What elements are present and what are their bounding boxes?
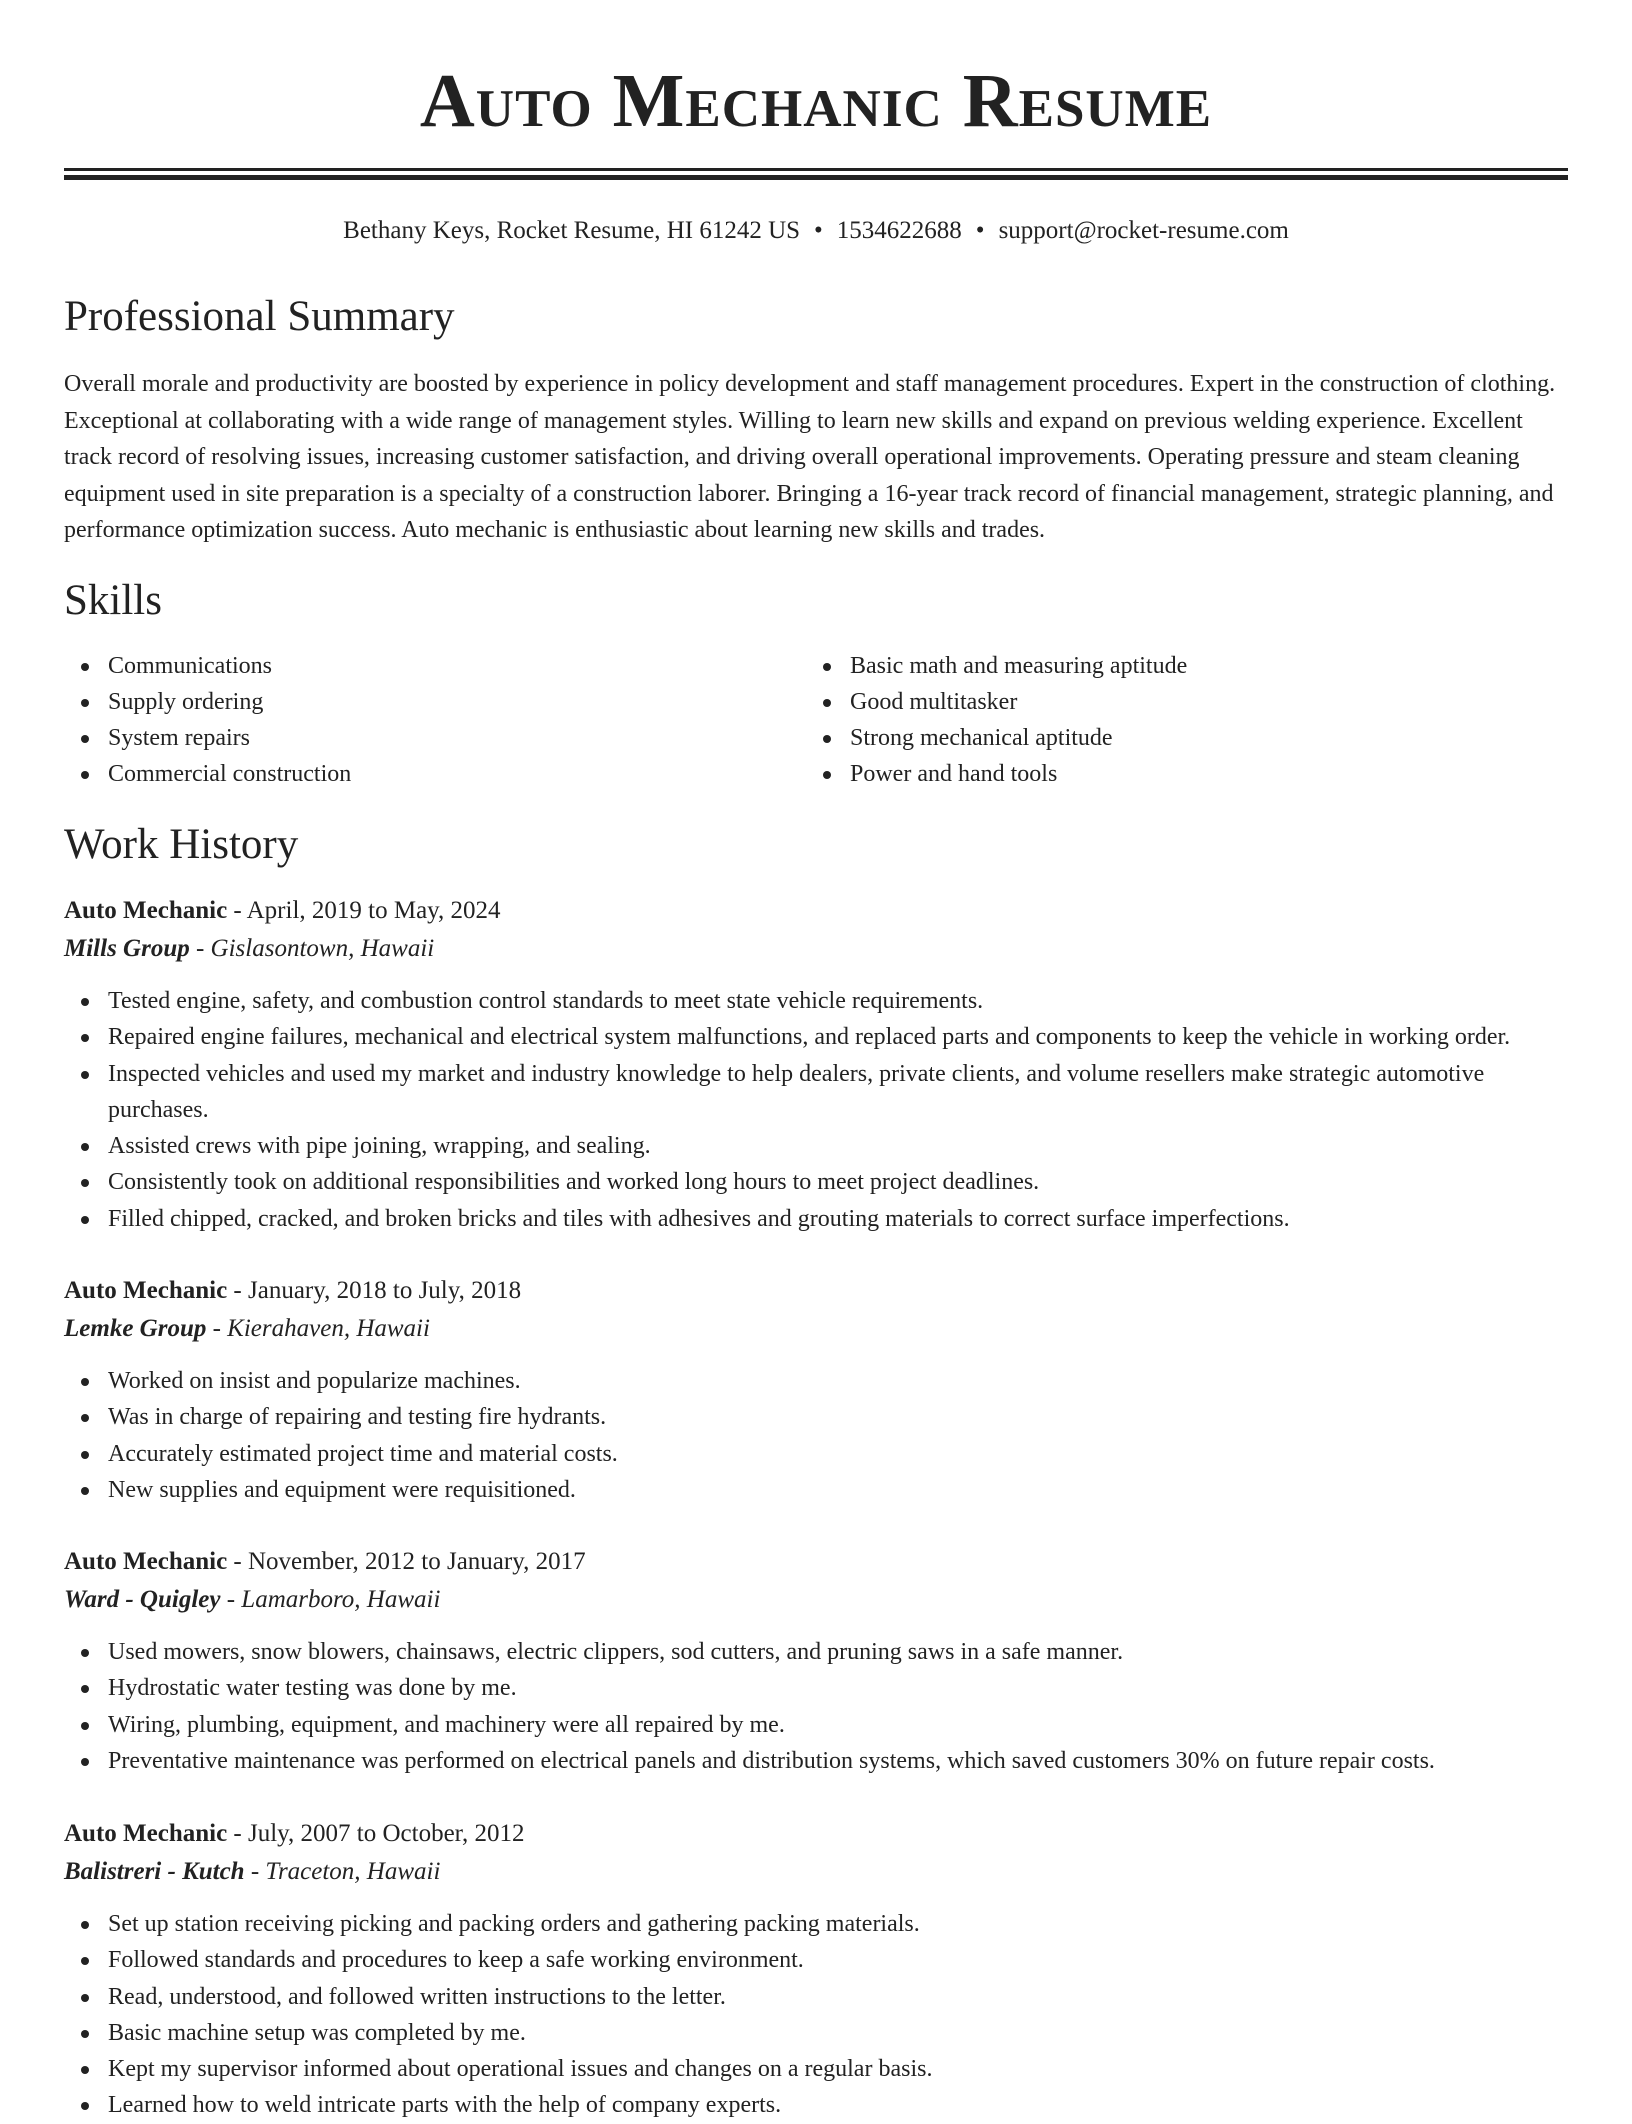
job-duties-list [64,1634,1568,1779]
job-company: Ward - Quigley [64,1586,221,1613]
job-duty: Worked on insist and popularize machines. [64,1363,1568,1399]
skills-list-right [806,648,1506,792]
job-dates: - January, 2018 to July, 2018 [227,1277,522,1304]
title-divider-thick [64,175,1568,180]
job-location: - Lamarboro, Hawaii [220,1586,441,1613]
skill-item: Strong mechanical aptitude [806,720,1506,756]
job-duties-list [64,983,1568,1237]
skill-item: Supply ordering [64,684,764,720]
job-duty: New supplies and equipment were requisitioned. [64,1472,1568,1508]
job-duty: Inspected vehicles and used my market and industry knowledge to help dealers, private clients, and volume resellers make strategic automotive purchases. [64,1056,1568,1129]
job-dates: - July, 2007 to October, 2012 [227,1820,525,1847]
job-duty: Used mowers, snow blowers, chainsaws, electric clippers, sod cutters, and pruning saws in a safe manner. [64,1634,1568,1670]
job-duty: Set up station receiving picking and packing orders and gathering packing materials. [64,1906,1568,1942]
job-role: Auto Mechanic [64,897,228,924]
job-duty: Tested engine, safety, and combustion control standards to meet state vehicle requirements. [64,983,1568,1019]
job-role: Auto Mechanic [64,1277,228,1304]
contact-phone: 1534622688 [836,217,962,244]
skill-item: Commercial construction [64,756,764,792]
job-company-line [64,931,1568,983]
contact-separator: • [975,217,985,244]
skills-heading: Skills [64,577,162,624]
job-duty: Assisted crews with pipe joining, wrapping, and sealing. [64,1128,1568,1164]
job-duty: Followed standards and procedures to keep a safe working environment. [64,1942,1568,1978]
job-company-line [64,1582,1568,1634]
job-role: Auto Mechanic [64,1820,228,1847]
job-duty: Basic machine setup was completed by me. [64,2015,1568,2051]
job-duty: Filled chipped, cracked, and broken bricks and tiles with adhesives and grouting materials to correct surface imperfections. [64,1201,1568,1237]
job-entry [64,1816,1568,2124]
job-duty: Kept my supervisor informed about operational issues and changes on a regular basis. [64,2051,1568,2087]
job-company-line [64,1854,1568,1906]
work-history-heading: Work History [64,821,299,868]
job-title-line [64,1544,1568,1582]
contact-line [64,214,1568,248]
job-location: - Gislasontown, Hawaii [189,935,435,962]
resume-title: Auto Mechanic Resume [419,59,1213,143]
job-duty: Wiring, plumbing, equipment, and machinery were all repaired by me. [64,1707,1568,1743]
job-location: - Kierahaven, Hawaii [206,1315,430,1342]
job-company: Lemke Group [64,1315,207,1342]
contact-address: Bethany Keys, Rocket Resume, HI 61242 US [343,217,801,244]
contact-separator: • [814,217,823,244]
job-entry [64,1544,1568,1779]
skill-item: Good multitasker [806,684,1506,720]
job-company: Balistreri - Kutch [64,1858,245,1885]
job-title-line [64,1816,1568,1854]
resume-page [64,0,1568,2119]
job-location: - Traceton, Hawaii [244,1858,441,1885]
summary-heading: Professional Summary [64,293,455,340]
skill-item: Basic math and measuring aptitude [806,648,1506,684]
skill-item: Communications [64,648,764,684]
job-company-line [64,1311,1568,1363]
job-duty: Preventative maintenance was performed on electrical panels and distribution systems, which saved customers 30% on future repair costs. [64,1743,1568,1779]
contact-email: support@rocket-resume.com [998,217,1289,244]
job-duty: Consistently took on additional responsibilities and worked long hours to meet project deadlines. [64,1164,1568,1200]
job-duty: Repaired engine failures, mechanical and electrical system malfunctions, and replaced parts and components to keep the vehicle in working order. [64,1019,1568,1055]
title-divider-thin [64,168,1568,171]
job-dates: - April, 2019 to May, 2024 [227,897,501,924]
skill-item: System repairs [64,720,764,756]
job-company: Mills Group [64,935,190,962]
job-duties-list [64,1363,1568,1508]
job-title-line [64,1273,1568,1311]
job-duties-list [64,1906,1568,2124]
job-dates: - November, 2012 to January, 2017 [227,1548,586,1575]
job-title-line [64,893,1568,931]
summary-text: Overall morale and productivity are boosted by experience in policy development and staff management procedures. Expert in the construction of clothing. Exceptional at collaborating with a wide range of management styles. Willing to learn new skills and expand on previous welding experience. Excellent track record of resolving issues, increasing customer satisfaction, and driving overall operational improvements. Operating pressure and steam cleaning equipment used in site preparation is a specialty of a construction laborer. Bringing a 16-year track record of financial management, strategic planning, and performance optimization success. Auto mechanic is enthusiastic about learning new skills and trades. [64,371,1556,543]
skill-item: Power and hand tools [806,756,1506,792]
job-entry [64,1273,1568,1508]
job-duty: Read, understood, and followed written instructions to the letter. [64,1979,1568,2015]
job-duty: Hydrostatic water testing was done by me. [64,1670,1568,1706]
job-entry [64,893,1568,1237]
job-role: Auto Mechanic [64,1548,228,1575]
job-duty: Learned how to weld intricate parts with the help of company experts. [64,2087,1568,2123]
job-duty: Was in charge of repairing and testing fire hydrants. [64,1399,1568,1435]
skills-list-left [64,648,764,792]
job-duty: Accurately estimated project time and material costs. [64,1436,1568,1472]
